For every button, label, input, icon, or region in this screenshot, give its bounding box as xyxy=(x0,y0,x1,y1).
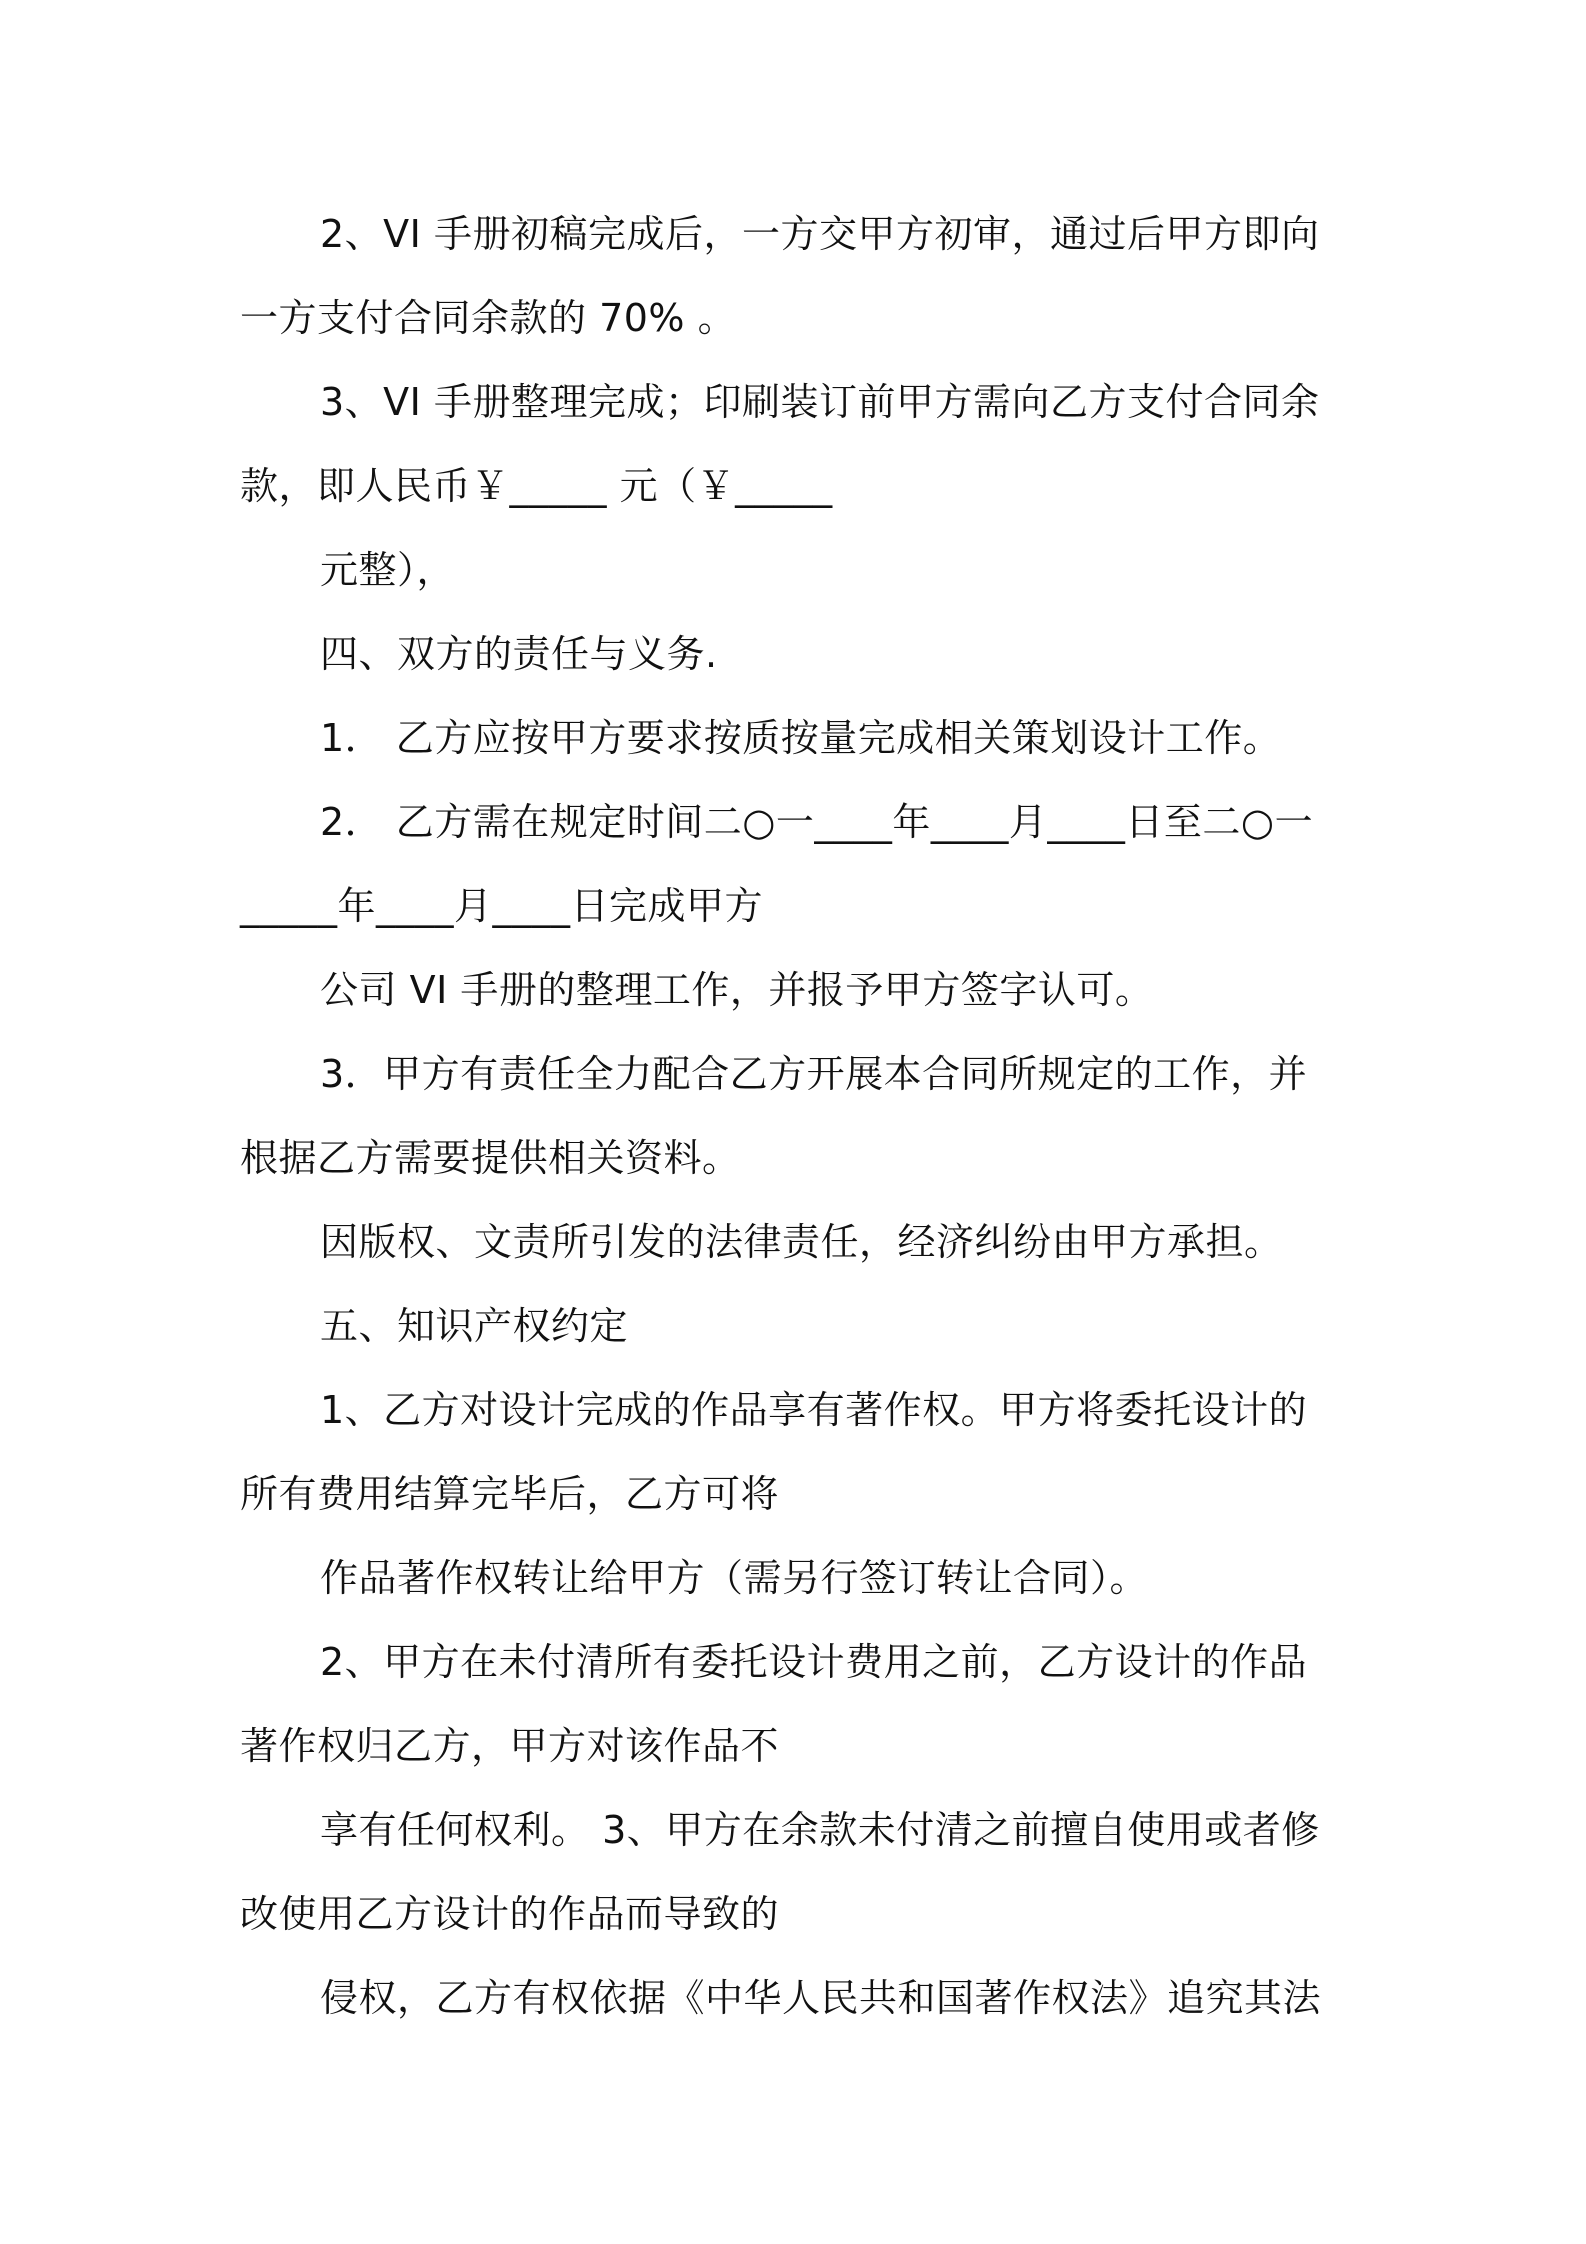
section-heading-5: 五、知识产权约定 xyxy=(320,1304,629,1348)
text-line-10: 公司 VI 手册的整理工作，并报予甲方签字认可。 xyxy=(320,968,1154,1012)
text-line-12: 根据乙方需要提供相关资料。 xyxy=(240,1136,741,1180)
text-line-16: 所有费用结算完毕后，乙方可将 xyxy=(240,1472,780,1516)
text-line-19: 著作权归乙方，甲方对该作品不 xyxy=(240,1724,780,1768)
text-line-21: 改使用乙方设计的作品而导致的 xyxy=(240,1892,780,1936)
text-line-9: _____年____月____日完成甲方 xyxy=(240,884,764,928)
text-line-17: 作品著作权转让给甲方（需另行签订转让合同）。 xyxy=(320,1556,1149,1600)
text-line-20: 享有任何权利。 3、甲方在余款未付清之前擅自使用或者修 xyxy=(320,1808,1320,1852)
text-line-1: 2、VI 手册初稿完成后，一方交甲方初审，通过后甲方即向 xyxy=(320,212,1320,256)
text-line-5: 元整）， xyxy=(320,548,456,592)
text-line-22: 侵权，乙方有权依据《中华人民共和国著作权法》追究其法 xyxy=(320,1976,1322,2020)
text-line-15: 1、乙方对设计完成的作品享有著作权。甲方将委托设计的 xyxy=(320,1388,1308,1432)
text-line-7: 1． 乙方应按甲方要求按质按量完成相关策划设计工作。 xyxy=(320,716,1282,760)
text-line-4: 款，即人民币￥_____ 元（￥_____ xyxy=(240,464,833,508)
text-line-18: 2、甲方在未付清所有委托设计费用之前，乙方设计的作品 xyxy=(320,1640,1308,1684)
text-line-13: 因版权、文责所引发的法律责任，经济纠纷由甲方承担。 xyxy=(320,1220,1283,1264)
text-line-11: 3．甲方有责任全力配合乙方开展本合同所规定的工作，并 xyxy=(320,1052,1308,1096)
text-line-2: 一方支付合同余款的 70% 。 xyxy=(240,296,737,340)
text-line-8: 2． 乙方需在规定时间二○一____年____月____日至二○一 xyxy=(320,800,1314,844)
section-heading-4: 四、双方的责任与义务. xyxy=(320,632,718,676)
text-line-3: 3、VI 手册整理完成；印刷装订前甲方需向乙方支付合同余 xyxy=(320,380,1320,424)
